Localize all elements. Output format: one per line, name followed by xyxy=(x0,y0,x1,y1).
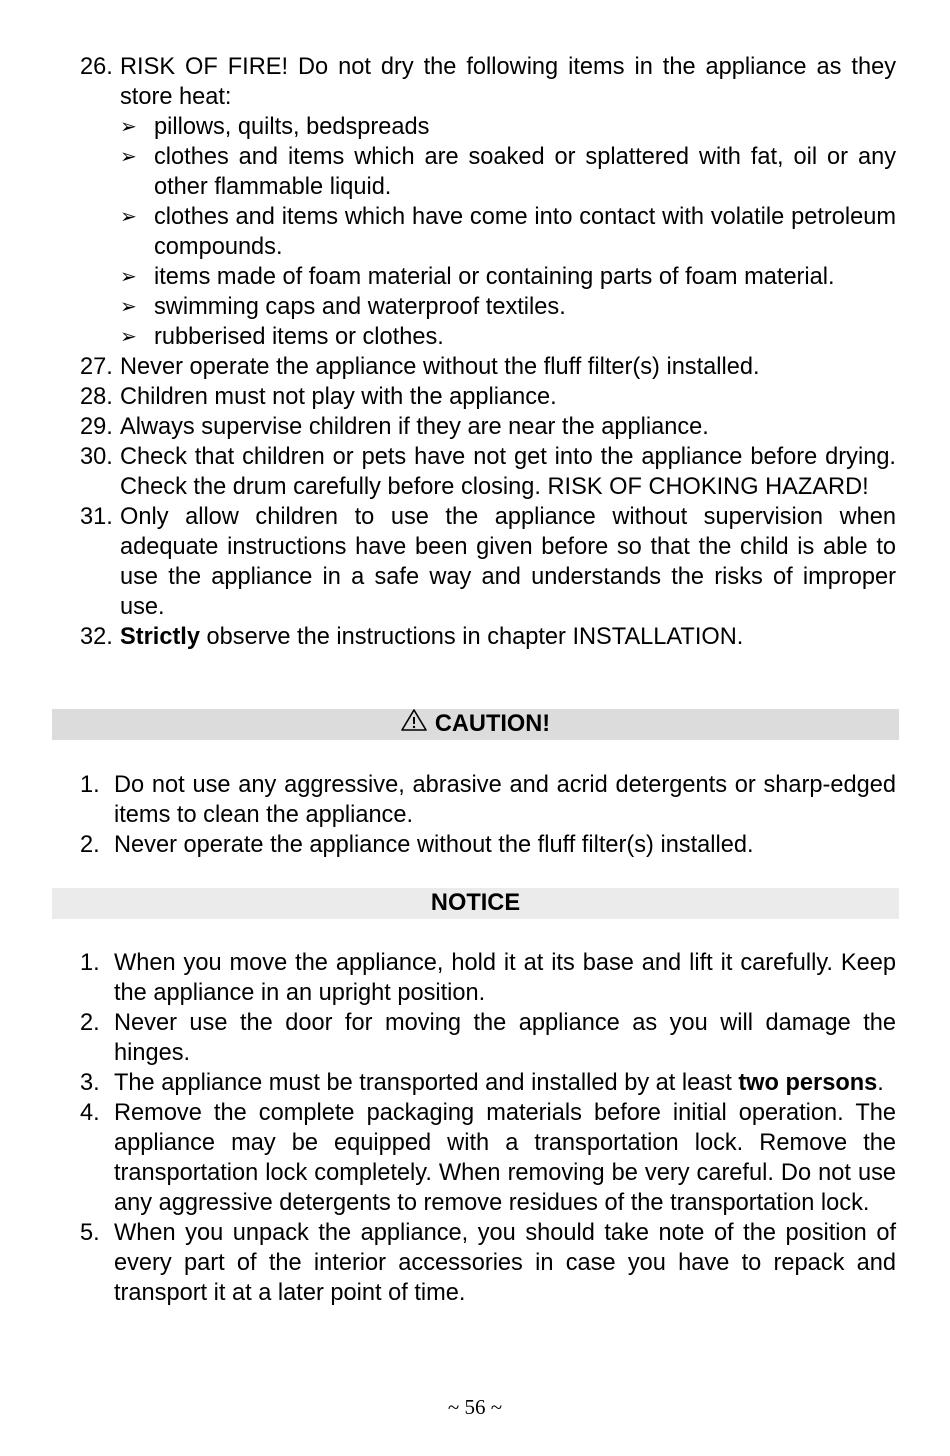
bullet-item: ➢ clothes and items which have come into contact with volatile petroleum compounds. xyxy=(120,204,896,260)
item-text: When you move the appliance, hold it at its base and lift it carefully. Keep the appliance in an upright position. xyxy=(114,950,896,1006)
item-text: Always supervise children if they are near the appliance. xyxy=(120,414,709,440)
item-number: 27. xyxy=(80,354,113,380)
caution-list xyxy=(80,770,896,860)
list-item-31 xyxy=(80,502,896,622)
item-number: 1. xyxy=(80,950,100,976)
notice-title: NOTICE xyxy=(430,890,521,916)
arrowhead-bullet-icon: ➢ xyxy=(120,146,137,168)
caution-heading xyxy=(52,709,899,740)
caution-item xyxy=(80,830,896,860)
item-text: Never operate the appliance without the fluff filter(s) installed. xyxy=(114,832,754,858)
item-number: 28. xyxy=(80,384,113,410)
list-item-29 xyxy=(80,412,896,442)
item-number: 1. xyxy=(80,772,100,798)
item-text: RISK OF FIRE! Do not dry the following items in the appliance as they store heat: xyxy=(120,54,896,110)
arrowhead-bullet-icon: ➢ xyxy=(120,206,137,228)
bullet-item: ➢ items made of foam material or containing parts of foam material. xyxy=(120,264,835,290)
item-number: 31. xyxy=(80,504,113,530)
notice-heading xyxy=(52,888,899,919)
notice-item xyxy=(80,1098,896,1218)
notice-item xyxy=(80,1218,896,1308)
item-number: 2. xyxy=(80,832,100,858)
arrowhead-bullet-icon: ➢ xyxy=(120,266,137,288)
item-number: 5. xyxy=(80,1220,100,1246)
arrowhead-bullet-icon: ➢ xyxy=(120,116,137,138)
list-item-30 xyxy=(80,442,896,502)
item-text: Check that children or pets have not get into the appliance before drying. Check the drum carefully before closing. RISK OF CHOKING HAZARD! xyxy=(120,444,896,500)
notice-item xyxy=(80,1068,896,1098)
bullet-item: ➢ swimming caps and waterproof textiles. xyxy=(120,294,566,320)
item-number: 29. xyxy=(80,414,113,440)
item-number: 30. xyxy=(80,444,113,470)
item-number: 32. xyxy=(80,624,113,650)
caution-item xyxy=(80,770,896,830)
list-item-32 xyxy=(80,622,896,652)
page-number: ~ 56 ~ xyxy=(447,1395,503,1419)
item-number: 26. xyxy=(80,54,113,80)
item-text: Never operate the appliance without the fluff filter(s) installed. xyxy=(120,354,760,380)
item-text: Only allow children to use the appliance without supervision when adequate instructions have been given before so that the child is able to use the appliance in a safe way and understands the risks of improper use. xyxy=(120,504,896,620)
list-item-27 xyxy=(80,352,896,382)
bullet-item: ➢ rubberised items or clothes. xyxy=(120,324,444,350)
arrowhead-bullet-icon: ➢ xyxy=(120,326,137,348)
warning-triangle-icon xyxy=(401,709,427,740)
bullet-item: ➢ clothes and items which are soaked or splattered with fat, oil or any other flammable liquid. xyxy=(120,144,896,200)
bullet-item: ➢ pillows, quilts, bedspreads xyxy=(120,114,430,140)
item-text: Children must not play with the appliance. xyxy=(120,384,557,410)
safety-list xyxy=(80,52,896,652)
emphasis: two persons xyxy=(738,1070,878,1096)
arrowhead-bullet-icon: ➢ xyxy=(120,296,137,318)
bullet-list xyxy=(120,112,896,352)
item-number: 4. xyxy=(80,1100,100,1126)
item-text: Remove the complete packaging materials before initial operation. The appliance may be equipped with a transportation lock. Remove the transportation lock completely. When removing be very careful. Do not use any aggressive detergents to remove residues of the transportation lock. xyxy=(114,1100,896,1216)
item-text: Never use the door for moving the appliance as you will damage the hinges. xyxy=(114,1010,896,1066)
item-number: 3. xyxy=(80,1070,100,1096)
notice-item xyxy=(80,1008,896,1068)
list-item-26 xyxy=(80,52,896,352)
emphasis: Strictly xyxy=(120,624,200,650)
notice-list xyxy=(80,948,896,1308)
item-number: 2. xyxy=(80,1010,100,1036)
item-text: Strictly observe the instructions in chapter INSTALLATION. xyxy=(120,624,744,650)
item-text: Do not use any aggressive, abrasive and acrid detergents or sharp-edged items to clean the appliance. xyxy=(114,772,896,828)
caution-title: CAUTION! xyxy=(434,711,551,737)
item-text: The appliance must be transported and installed by at least two persons. xyxy=(114,1070,884,1096)
list-item-28 xyxy=(80,382,896,412)
notice-item xyxy=(80,948,896,1008)
item-text: When you unpack the appliance, you should take note of the position of every part of the interior accessories in case you have to repack and transport it at a later point of time. xyxy=(114,1220,896,1306)
